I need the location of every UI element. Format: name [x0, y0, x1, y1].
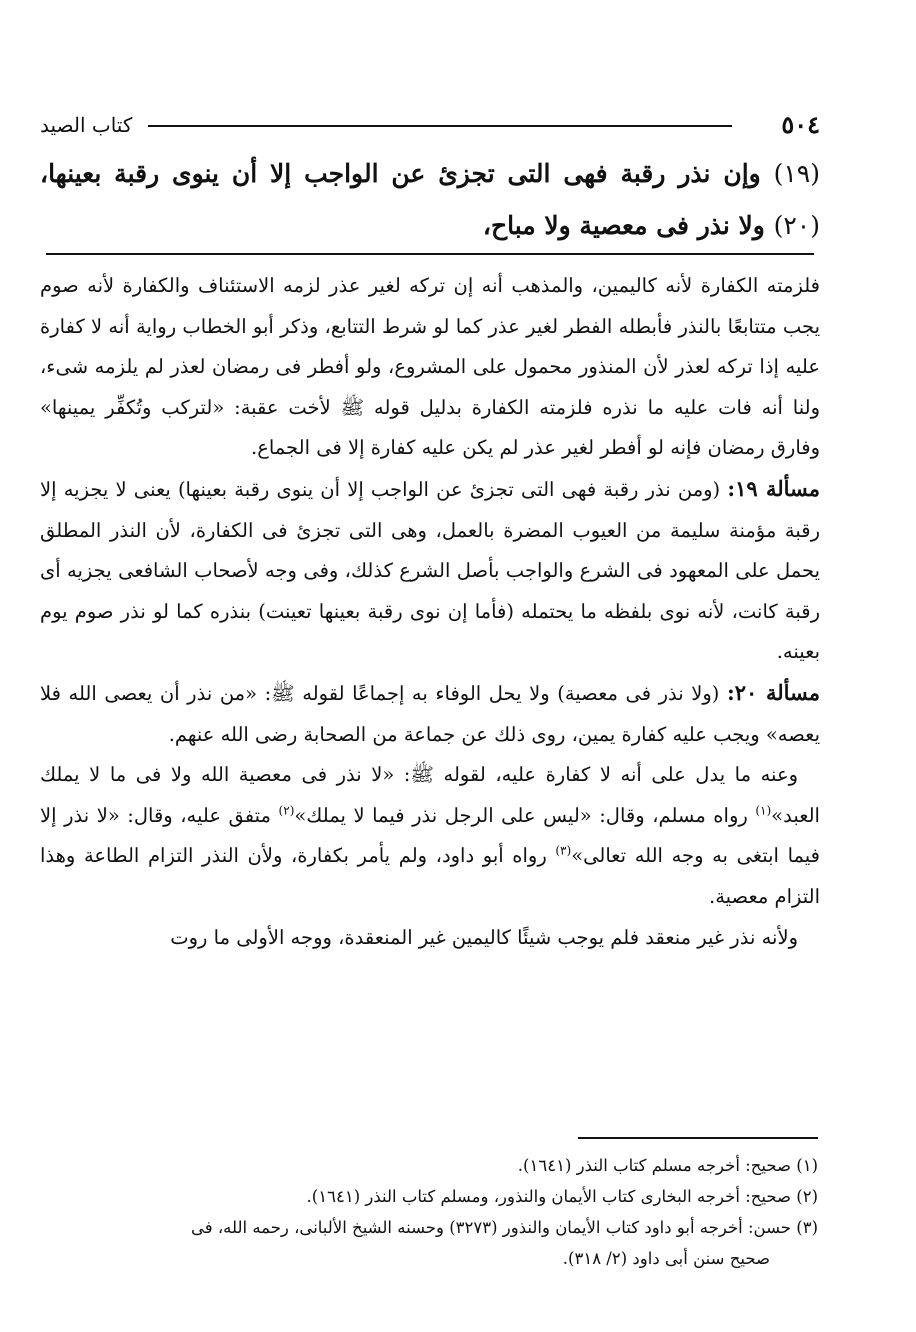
footnote-mark-2: (٢) [278, 803, 295, 818]
page-number: ٥٠٤ [781, 110, 820, 139]
paragraph-4-c: متفق عليه، وقال: «لا نذر إلا فيما ابتغى به وجه الله تعالى» [40, 803, 820, 868]
running-header [40, 110, 820, 140]
masala-19-text: (ومن نذر رقبة فهى التى تجزئ عن الواجب إلا أن ينوى رقبة بعينها) يعنى لا يجزيه إلا رقبة مؤمنة سليمة من العيوب المضرة بالعمل، وهى التى تجزئ فى الكفارة، لأن النذر المطلق يحمل على المعهود فى الشرع والواجب بأصل الشرع كذلك، وفى وجه لأصحاب الشافعى يجزيه أى رقبة كانت، لأنه نوى بلفظه ما يحتمله (فأما إن نوى رقبة بعينها تعينت) بنذره كما لو نذر صوم يوم بعينه. [40, 477, 820, 664]
footnote-mark-1: (١) [755, 803, 772, 818]
footnote-1: (١) صحيح: أخرجه مسلم كتاب النذر (١٦٤١). [517, 1156, 818, 1175]
matn-text-b: ولا نذر فى معصية ولا مباح، [482, 211, 765, 240]
paragraph-4 [40, 755, 820, 917]
footnotes [46, 1150, 818, 1274]
masala-20 [40, 673, 820, 755]
matn-divider [46, 253, 814, 255]
footnote-2: (٢) صحيح: أخرجه البخارى كتاب الأيمان والنذور، ومسلم كتاب النذر (١٦٤١). [306, 1187, 818, 1206]
commentary [40, 266, 820, 958]
masala-20-label: مسألة ٢٠: [726, 679, 820, 705]
masala-19-label: مسألة ١٩: [727, 475, 820, 501]
matn-number-20: (٢٠) [773, 211, 820, 240]
masala-19 [40, 469, 820, 673]
paragraph-4-b: رواه مسلم، وقال: «ليس على الرجل نذر فيما لا يملك» [294, 803, 748, 827]
footnote-divider [578, 1137, 818, 1139]
footnote-3: (٣) حسن: أخرجه أبو داود كتاب الأيمان والنذور (٣٢٧٣) وحسنه الشيخ الألبانى، رحمه الله، فى [190, 1218, 818, 1237]
footnote-mark-3: (٣) [555, 843, 572, 858]
paragraph-1: فلزمته الكفارة لأنه كاليمين، والمذهب أنه إن تركه لغير عذر لزمه الاستئناف والكفارة لأنه صوم يجب متتابعًا بالنذر فأبطله الفطر لغير عذر كما لو شرط التتابع، وذكر أبو الخطاب رواية أنه لا كفارة عليه إذا تركه لعذر لأن المنذور محمول على المشروع، ولو أفطر فى رمضان لعذر لم يلزمه شىء، ولنا أنه فات عليه ما نذره فلزمته الكفارة بدليل قوله ﷺ لأخت عقبة: «لتركب وتُكفِّر يمينها» وفارق رمضان فإنه لو أفطر لغير عذر لم يكن عليه كفارة إلا فى الجماع. [40, 274, 820, 460]
matn-number-19: (١٩) [773, 159, 820, 188]
header-rule [148, 125, 732, 127]
masala-20-text: (ولا نذر فى معصية) ولا يحل الوفاء به إجماعًا لقوله ﷺ: «من نذر أن يعصى الله فلا يعصه» ويجب عليه كفارة يمين، روى ذلك عن جماعة من الصحابة رضى الله عنهم. [40, 681, 820, 746]
paragraph-4-a: وعنه ما يدل على أنه لا كفارة عليه، لقوله ﷺ: «لا نذر فى معصية الله ولا فى ما لا يملك العبد» [40, 763, 820, 827]
book-title: كتاب الصيد [40, 113, 133, 137]
paragraph-4-d: رواه أبو داود، ولم يأمر بكفارة، ولأن النذر التزام الطاعة وهذا التزام معصية. [40, 844, 820, 908]
paragraph-5: ولأنه نذر غير منعقد فلم يوجب شيئًا كاليمين غير المنعقدة، ووجه الأولى ما روت [170, 925, 798, 949]
matn-text [40, 148, 820, 252]
footnote-3-continued: صحيح سنن أبى داود (٢/ ٣١٨). [562, 1249, 770, 1268]
matn-text-a: وإن نذر رقبة فهى التى تجزئ عن الواجب إلا أن ينوى رقبة بعينها، [40, 159, 761, 188]
